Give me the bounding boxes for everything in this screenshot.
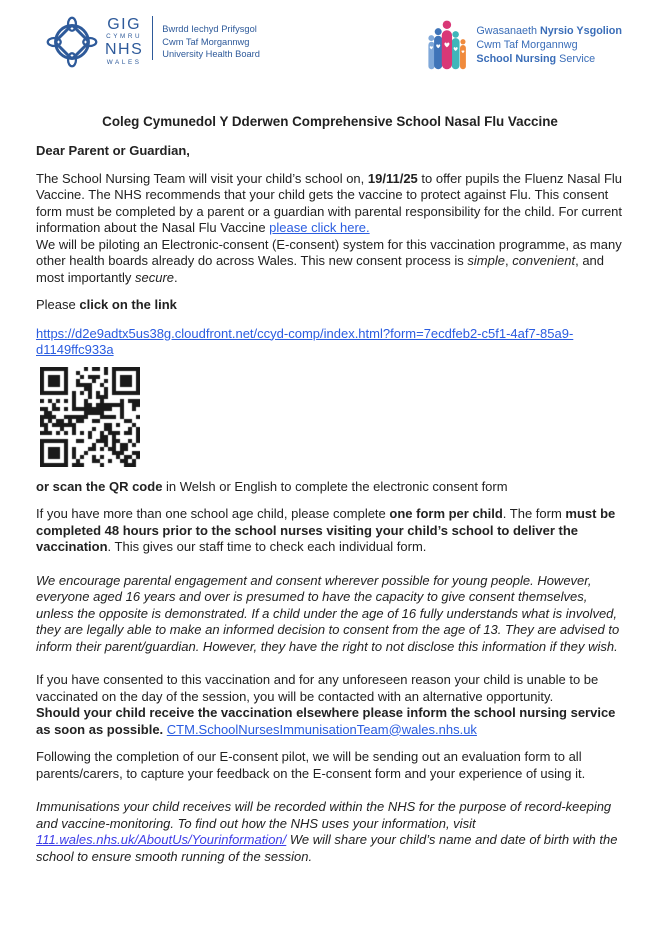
board-line: Bwrdd Iechyd Prifysgol [162,24,257,35]
text-run: If you have consented to this vaccination and for any unforeseen reason your child is unable to be vaccinated on the day of the session, you will be contacted with an alternative opportunity. [36,672,599,704]
salutation: Dear Parent or Guardian, [36,143,190,158]
people-figures-icon [424,16,468,73]
text-run: one form per child [389,506,503,521]
paragraph-intro [36,171,624,287]
paragraph-multiple-children [36,506,624,556]
text-run: convenient [512,253,576,268]
text-run: Gwasanaeth [476,24,540,37]
nursing-line [476,52,622,66]
text-run: School Nursing [476,52,557,65]
nhs-wales-wordmark [105,17,143,68]
board-line: University Health Board [162,49,260,60]
consent-form-url-link[interactable]: https://d2e9adtx5us38g.cloudfront.net/ccyd-comp/index.html?form=7ecdfeb2-c5f1-4af7-85a9-d1149ffc933a [36,325,574,357]
text-run: secure [134,269,175,285]
school-nursing-service-name [476,24,622,66]
text-run: Following the completion of our E-consent pilot, we will be sending out an evaluation form to all parents/carers, to capture your feedback on the E-consent form and your experience of using it. [36,749,586,781]
text-run: Service [556,52,596,65]
text-run: . The form [502,506,566,521]
school-nursing-service-logo [424,16,622,73]
text-run: . This gives our staff time to check each individual form. [107,539,427,554]
letter-title: Coleg Cymunedol Y Dderwen Comprehensive School Nasal Flu Vaccine [102,114,558,129]
text-run: Nyrsio Ysgolion [540,24,622,37]
board-line: Cwm Taf Morgannwg [162,36,250,47]
text-run: We will be piloting an Electronic-consent (E-consent) system for this vaccination programme, as many other health boards already do across Wales. This new consent process is [36,236,622,268]
nasal-flu-info-link[interactable]: please click here. [269,220,370,235]
text-run: We encourage parental engagement and consent wherever possible for young people. However, everyone aged 16 years and over is presumed to have the capacity to give consent themselves, unless the opposite is demonstrated. If a child under the age of 16 fully understands what is involved, they are legally able to make an informed decision to consent from the age of 13. They are advised to inform their parent/guardian. However, they have the right to not disclose this information if they wish. [36,572,620,654]
text-run: to offer pupils the Fluenz Nasal Flu Vaccine. The NHS recommends that your child gets the vaccine to protect against Flu. This consent form must be completed by a parent or a guardian with parental responsibility for the child. For current information about the Nasal Flu Vaccine [36,170,623,235]
text-run: or scan the QR code [36,478,163,494]
text-run: . [174,269,178,285]
consent-url-line [36,326,624,359]
text-run: must be completed 48 hours prior to the school nurses visiting your child’s school to deliver the vaccination [36,506,616,554]
text-run: Immunisations your child receives will be recorded within the NHS for the purpose of record-keeping and vaccine-monitoring. To find out how the NHS uses your information, visit [36,799,612,831]
nhs-wales-celtic-knot-icon [46,16,98,68]
text-run: simple [467,253,505,268]
nhs-wales-health-board-logo [46,16,260,68]
text-run: Cwm Taf Morgannwg [476,38,578,51]
logo-divider [152,16,153,60]
text-run: Should your child receive the vaccination elsewhere please inform the school nursing service as soon as possible. [36,705,616,737]
qr-code [40,367,140,467]
text-run: If you have more than one school age child, please complete [36,506,390,521]
paragraph-evaluation [36,749,624,782]
health-board-name [162,23,260,61]
your-information-link[interactable]: 111.wales.nhs.uk/AboutUs/Yourinformation/ [36,832,287,847]
nursing-line [476,24,622,38]
text-run: click on the link [79,297,177,312]
text-run: in Welsh or English to complete the electronic consent form [162,478,508,494]
paragraph-qr-caption [36,479,624,496]
wordmark-wales: WALES [106,58,142,66]
text-run: The School Nursing Team will visit your child’s school on, [36,170,368,186]
paragraph-alternative-opportunity [36,672,624,738]
immunisation-team-email-link[interactable]: CTM.SchoolNursesImmunisationTeam@wales.nhs.uk [166,721,477,737]
nursing-line [476,38,622,52]
wordmark-cymru: CYMRU [106,33,143,41]
wordmark-gig: GIG [107,15,142,33]
letter-header [36,14,624,90]
paragraph-records [36,799,624,865]
paragraph-click-link [36,297,624,314]
text-run: Please [36,297,80,312]
qr-code-container [40,367,624,467]
text-run: 19/11/25 [367,170,418,186]
text-run: We will share your child’s name and date of birth with the school to ensure smooth running of the session. [36,832,618,864]
wordmark-nhs: NHS [105,41,144,58]
paragraph-consent-capacity [36,573,624,656]
text-run: , and most importantly [36,253,605,285]
text-run: , [504,253,513,268]
